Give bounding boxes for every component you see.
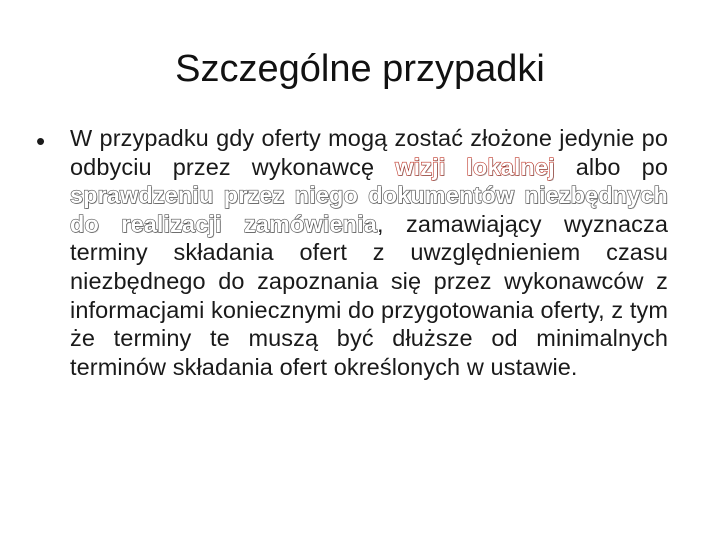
highlight-wizji-lokalnej: wizji lokalnej <box>395 153 555 180</box>
bullet-dot-icon: • <box>36 126 46 156</box>
bullet-list <box>36 124 676 381</box>
paragraph-text-end: , zamawiający wyznacza terminy składania ofert z uwzględnieniem czasu niezbędnego do zapoznania się przez wykonawców z informacjami koniecznymi do przygotowania oferty, z tym że terminy te muszą być dłuższe od minimalnych terminów składania ofert określonych w ustawie. <box>70 210 669 380</box>
paragraph-text-start: W przypadku gdy oferty mogą zostać złożone jedynie po odbyciu przez wykonawcę <box>70 125 668 180</box>
slide-title: Szczególne przypadki <box>175 48 545 90</box>
paragraph-text-middle: albo po <box>554 153 668 180</box>
bullet-paragraph <box>70 124 668 381</box>
highlight-sprawdzeniu-dokumentow: sprawdzeniu przez niego dokumentów niezbędnych do realizacji zamówienia <box>70 182 668 237</box>
